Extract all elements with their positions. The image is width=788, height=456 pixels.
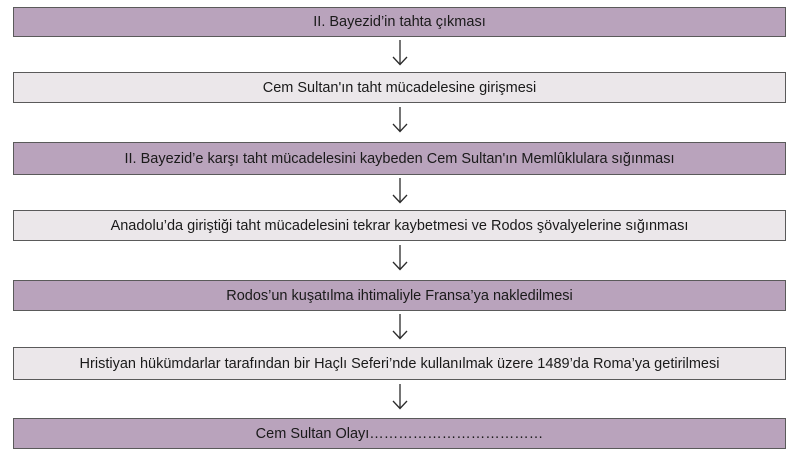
flow-step-7-text: Cem Sultan Olayı……………………………… [255,425,544,442]
flow-step-3-text: II. Bayezid’e karşı taht mücadelesini kaybeden Cem Sultan'ın Memlûklulara sığınması [124,150,675,167]
flow-step-3 [13,142,786,175]
flow-step-4-text: Anadolu’da giriştiği taht mücadelesini tekrar kaybetmesi ve Rodos şövalyelerine sığınması [110,217,689,234]
flow-step-6 [13,347,786,380]
flow-step-5-text: Rodos’un kuşatılma ihtimaliyle Fransa’ya nakledilmesi [226,287,573,304]
flow-step-1 [13,7,786,37]
flow-step-1-text: II. Bayezid’in tahta çıkması [313,14,486,30]
flow-step-4 [13,210,786,241]
down-arrow-icon [391,314,409,340]
flow-step-6-text: Hristiyan hükümdarlar tarafından bir Haçlı Seferi’nde kullanılmak üzere 1489’da Roma’ya getirilmesi [79,355,720,372]
flow-step-2-text: Cem Sultan'ın taht mücadelesine girişmesi [262,79,537,96]
down-arrow-icon [391,245,409,271]
down-arrow-icon [391,40,409,66]
down-arrow-icon [391,178,409,204]
flow-step-7 [13,418,786,449]
down-arrow-icon [391,107,409,133]
flow-step-5 [13,280,786,311]
down-arrow-icon [391,384,409,410]
flow-step-2 [13,72,786,103]
